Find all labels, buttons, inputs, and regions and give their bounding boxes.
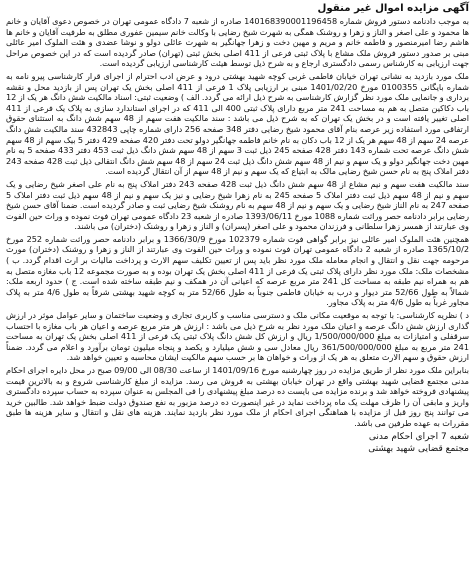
notice-paragraph-4: همچنین هئت الملوک امیر عائلی نیز برابر گواهی فوت شماره 102379 مورخ 1366/30/9 و برابر دادنامه حصر وراثت شماره 252 مورخ 1365/10/2 صادره از شعبه 2 دادگاه عمومی تهران فوت نموده و وراث حین الفوت وی عبارتند از الناز و زهرا و روشنک (دختران) مورث مرحومه جهت نقل و انتقال و انجام معامله ملک مورد نظر باید پس از تعیین تکلیف سهم الارث و پرداخت مالیات بر ارث اقدام گردد. ب ) مشخصات ملک: ملک مورد نظر دارای پلاک ثبتی یک فرعی از 411 اصلی بخش یک تهران بوده و به صورت مجموعه 12 باب مغازه متصل به هم به همراه نیم طبقه به مساحت کل 241 متر مربع عرصه که اعیانی آن در همکف و نیم طبقه ساخته شده است. ج ) حدود اربعه ملک: شمالاً به طول 52/66 متر دیوار و درب به خیابان فاطمی جنوباً به طول 52/66 متر به کوچه شهید بهشتی شرقاً به طول 4/6 متر به پلاک مجاور غرباً به طول 4/6 متر به پلاک مجاور. [6,233,469,308]
notice-paragraph-5: د ) نظریه کارشناسی: با توجه به موقعیت مکانی ملک و دسترسی مناسب و کاربری تجاری و وضعیت ساختمان و سایر عوامل موثر در ارزش گذاری ارزش شش دانگ عرصه و اعیان ملک مورد نظر به شرح ذیل می باشد : ارزش هر متر مربع عرصه و اعیان هر باب مغازه با احتساب سرقفلی و امتیازات به مبلغ 1/500/000/000 ریال و ارزش کل شش دانگ پلاک ثبتی یک فرعی از 411 اصلی بخش یک تهران به مساحت 241 متر مربع به مبلغ 361/500/000/000 ریال معادل سی و شش میلیارد و یکصد و پنجاه میلیون تومان برآورد و اعلام می گردد. ضمناً ارزش حقوق و سهم الارث متعلق به هر یک از وراث و خواهان ها بر حسب سهم مالکیت ایشان محاسبه و تعیین خواهد شد. [6,310,469,363]
notice-paragraph-1: به موجب دادنامه دستور فروش شماره 140168390001196458 صادره از شعبه 7 دادگاه عمومی تهران در خصوص دعوی آقایان و خانم ها محمود و علی اصغر و الناز و زهرا و روشنک همگی به شهرت شیخ رضایی با وکالت خانم سیمین عفوری مطلق به طرفیت آقایان و خانم ها هاشم رضا امیرمنصور و فاطمه خانم و مریم و مهین دخت و زهرا جهانگیر به شهرت عائلی دولو و نوشا عضدی و هئت الملوک امیر عائلی مبنی بر صدور دستور فروش ملک مشاع با پلاک ثبتی فرعی از 411 اصلی بخش ثبتی (تهران) صادر گردیده است که در این خصوص مراحل جهت ارزیابی به کارشناس رسمی دادگستری ارجاع و به شرح ذیل توسط هیئت کارشناسی ارزیابی گردیده است. [6,16,469,69]
signature-block [6,431,469,455]
notice-paragraph-3: سند مالکیت هفت سهم و نیم مشاع از 48 سهم شش دانگ ذیل ثبت 428 صفحه 243 دفتر املاک پنج به نام علی اصغر شیخ رضایی و یک سهم و نیم از 48 سهم ذیل ثبت دفتر املاک 5 صفحه 245 به نام زهرا شیخ رضایی و نیز یک سهم و نیم از 48 سهم ذیل ثبت دفتر املاک 5 صفحه 247 به نام الناز شیخ رضایی و یک سهم و نیم از 48 سهم به نام روشنک شیخ رضایی ثبت و صادر گردیده است. ضمنا آقای حسن شیخ رضایی برابر دادنامه حصر وراثت شماره 1088 مورخ 1393/06/11 صادره از شعبه 23 دادگاه عمومی تهران فوت نموده و وراث حین الفوت وی عبارتند از همسر زهرا سلطانی و فرزندان محمود و علی اصغر (پسران) و الناز و زهرا و روشنک (دختران) می باشند. [6,178,470,232]
notice-title: آگهی مزایده اموال غیر منقول [317,3,469,14]
notice-paragraph-2: ملک مورد بازدید به نشانی تهران خیابان فاطمی غربی کوچه شهید بهشتی درود و عرض ادب احترام از اجرای قرار کارشناسی پیرو نامه به شماره بایگانی 0100355 مورخ 1401/02/20 مبنی بر ارزیابی پلاک 1 فرعی از 411 اصلی بخش یک تهران پس از بازدید محل و نقشه برداری و جانمایی ملک مورد نظر گزارش کارشناسی به شرح ذیل ارائه می گردد. الف ) وضعیت ثبتی: اسناد مالکیت شش دانگ هر یک از 12 باب دکاکین متصل به هم به مساحت 241 متر مربع دارای پلاک ثبتی 400 الی 411 که در اجرای استاندارد سازی به پلاک یک فرعی از 411 اصلی تغییر یافته است و در بخش یک تهران که به شرح ذیل می باشد : سند مالکیت هفت سهم از 48 سهم شش دانگ به استثنای حقوق ارتفاقی مورد استفاده زیر عرصه بنام آقای محمود شیخ رضایی دفتر 348 صفحه 256 دارای شماره چاپی 432843 سند مالکیت شش دانگ عرصه 24 سهم از 48 سهم هر یک از 12 باب دکان به نام خانم فاطمه جهانگیر دولو تحت دفتر 420 صفحه 429 دفتر 5 بیک سهم از 48 سهم شش دانگ عرصه تحت شماره 143 دفتر 428 صفحه 245 ذیل ثبت 3 سهم از 48 سهم شش دانگ ذیل ثبت 453 دفتر 433 صفحه 5 به نام مهین دخت جهانگیر دولو و یک سهم و نیم از 48 سهم شش دانگ ذیل ثبت 24 سهم از 48 سهم شش دانگ انتقالی ذیل ثبت 428 صفحه 243 دفتر املاک پنج به نام حسن شیخ رضایی مالک به ابتیاع که یک سهم و نیم از 48 سهم از آن انتقال گردیده است. [6,70,470,177]
signature-place: مجتمع قضایی شهید بهشتی [368,443,469,454]
signature-office: شعبه 7 اجرای احکام مدنی [368,431,469,442]
notice-paragraph-6: بنابراین ملک مورد نظر از طریق مزایده در روز چهارشنبه مورخ 1401/09/16 از ساعت 08/30 الی 09/00 صبح در محل دایره اجرای احکام مدنی مجتمع قضایی شهید بهشتی واقع در تهران خیابان بهشتی به فروش می رسد. مزایده از مبلغ کارشناسی شروع و به بالاترین قیمت پیشنهادی فروخته خواهد شد و برنده مزایده می بایست ده درصد مبلغ پیشنهادی را فی المجلس به عنوان سپرده به حساب سپرده دادگستری واریز و مابقی آن را ظرف مهلت یک ماه پرداخت نماید در غیر اینصورت ده درصد مزبور به نفع صندوق دولت ضبط خواهد شد. طالبین خرید می توانند پنج روز قبل از مزایده با هماهنگی اجرای احکام از ملک مورد نظر بازدید نمایند. هزینه های نقل و انتقال و سایر هزینه ها طبق مقررات به عهده طرفین می باشد. [6,365,469,428]
